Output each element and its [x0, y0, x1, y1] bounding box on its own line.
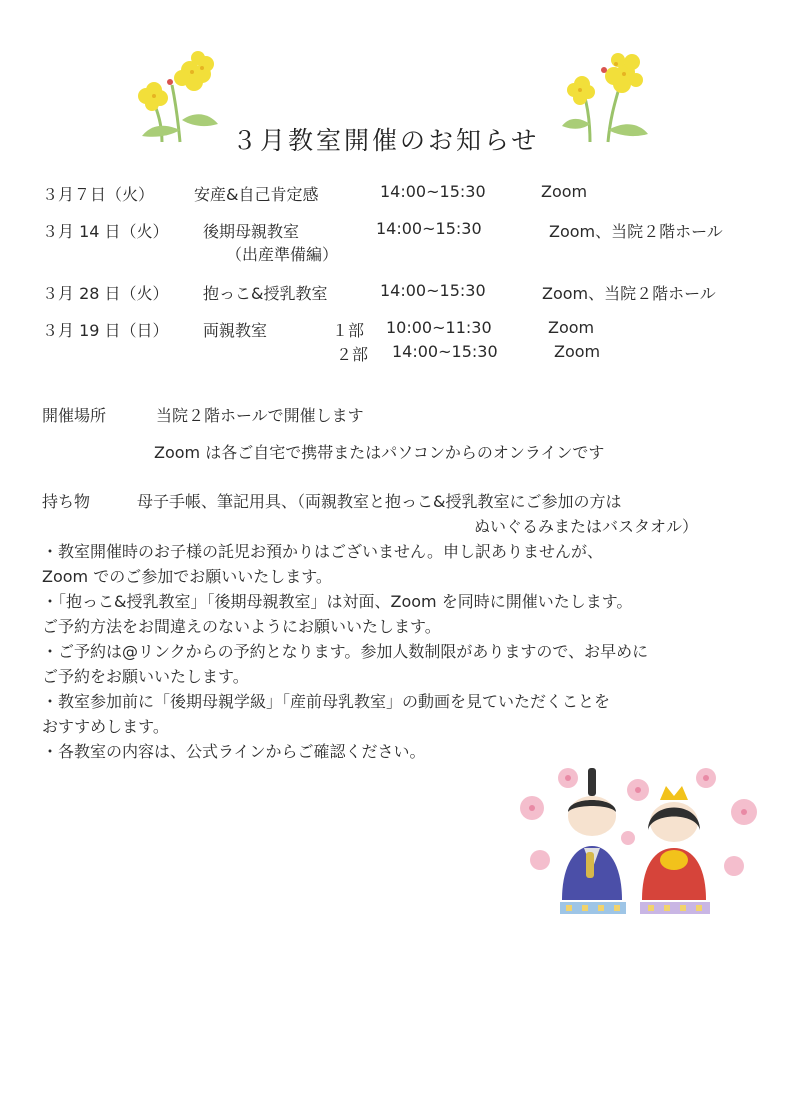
- schedule-time-4b: 14:00~15:30: [392, 342, 498, 361]
- schedule-time-4a: 10:00~11:30: [386, 318, 492, 337]
- rapeseed-flower-icon-right: [560, 50, 656, 145]
- note-line: ・各教室の内容は、公式ラインからご確認ください。: [42, 742, 426, 761]
- schedule-part-4a: １部: [332, 321, 365, 340]
- items-line-2: ぬいぐるみまたはバスタオル）: [474, 517, 699, 536]
- venue-label: 開催場所: [42, 406, 107, 425]
- schedule-name-1: 安産&自己肯定感: [194, 185, 319, 204]
- schedule-part-4b: ２部: [336, 345, 369, 364]
- schedule-date-3: ３月 28 日（火）: [42, 284, 169, 303]
- schedule-time-1: 14:00~15:30: [380, 182, 486, 201]
- note-line: Zoom でのご参加でお願いいたします。: [42, 567, 332, 586]
- note-line: ・「抱っこ&授乳教室」「後期母親教室」は対面、Zoom を同時に開催いたします。: [42, 592, 633, 611]
- note-line: おすすめします。: [42, 717, 169, 736]
- schedule-name-4: 両親教室: [203, 321, 268, 340]
- schedule-name-2: 後期母親教室: [203, 222, 300, 241]
- schedule-time-2: 14:00~15:30: [376, 219, 482, 238]
- schedule-date-2: ３月 14 日（火）: [42, 222, 169, 241]
- schedule-name-3: 抱っこ&授乳教室: [203, 284, 328, 303]
- note-line: ご予約をお願いいたします。: [42, 667, 249, 686]
- venue-note: Zoom は各ご自宅で携帯またはパソコンからのオンラインです: [154, 443, 605, 462]
- note-line: ・教室参加前に「後期母親学級」「産前母乳教室」の動画を見ていただくことを: [42, 692, 611, 711]
- schedule-place-4a: Zoom: [548, 318, 595, 337]
- schedule-date-1: ３月７日（火）: [42, 185, 155, 204]
- items-line-1: 母子手帳、筆記用具、（両親教室と抱っこ&授乳教室にご参加の方は: [137, 492, 622, 511]
- page-title: ３月教室開催のお知らせ: [232, 126, 540, 155]
- schedule-place-2: Zoom、当院２階ホール: [549, 222, 723, 241]
- schedule-place-4b: Zoom: [554, 342, 601, 361]
- schedule-place-1: Zoom: [541, 182, 588, 201]
- rapeseed-flower-icon-left: [132, 50, 228, 145]
- note-line: ・教室開催時のお子様の託児お預かりはございません。申し訳ありませんが、: [42, 542, 603, 561]
- schedule-place-3: Zoom、当院２階ホール: [542, 284, 716, 303]
- note-line: ・ご予約は@リンクからの予約となります。参加人数制限がありますので、お早めに: [42, 642, 649, 661]
- items-label: 持ち物: [42, 492, 91, 511]
- schedule-time-3: 14:00~15:30: [380, 281, 486, 300]
- venue-value: 当院２階ホールで開催します: [156, 406, 364, 425]
- schedule-date-4: ３月 19 日（日）: [42, 321, 169, 340]
- note-line: ご予約方法をお間違えのないようにお願いいたします。: [42, 617, 441, 636]
- schedule-name-note-2: （出産準備編）: [226, 245, 339, 264]
- hina-dolls-icon: [510, 760, 766, 932]
